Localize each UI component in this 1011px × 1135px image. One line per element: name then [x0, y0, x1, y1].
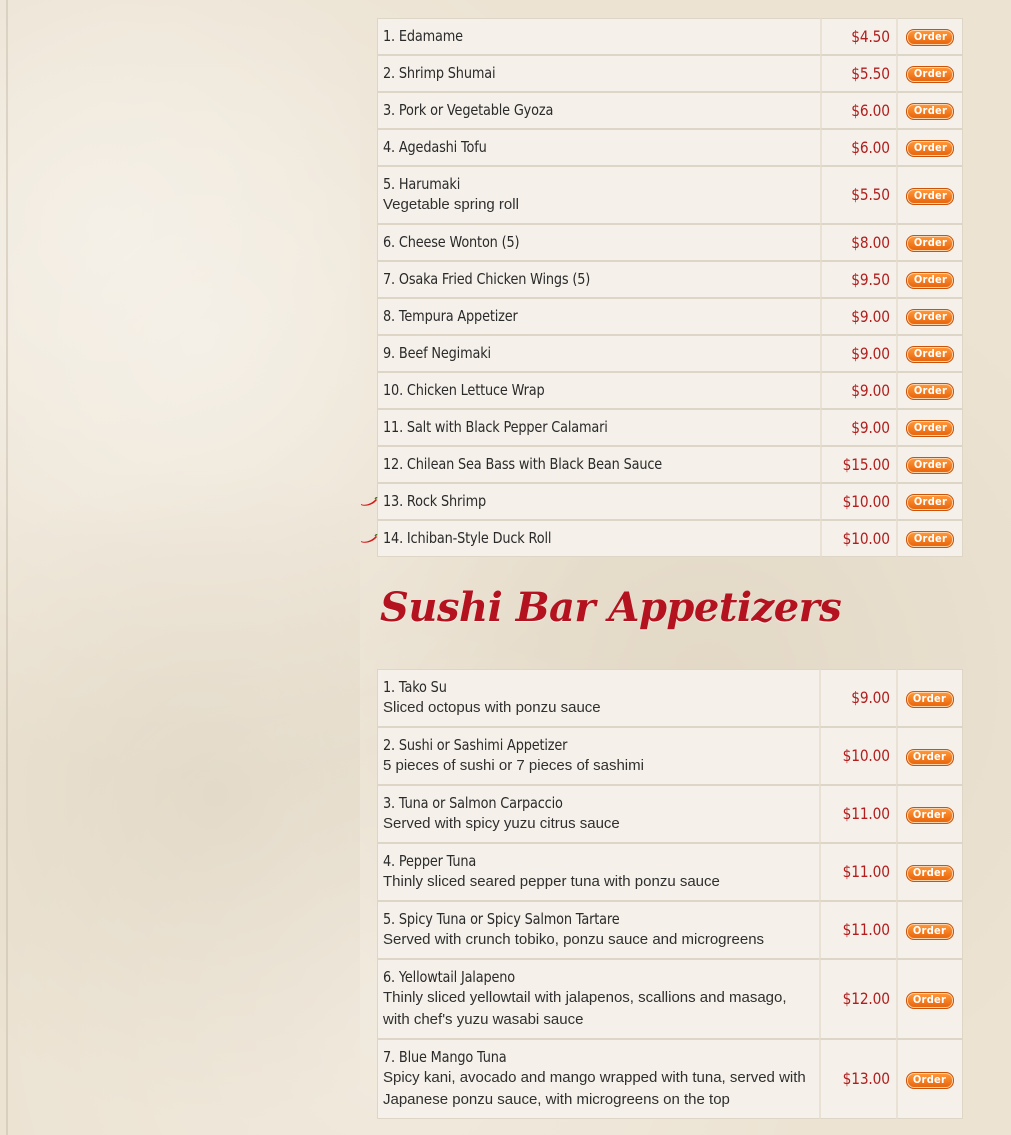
- menu-item-price-cell: [819, 843, 896, 901]
- order-button[interactable]: [906, 188, 954, 205]
- order-button-label: Order: [913, 104, 947, 117]
- menu-item-name-cell: [377, 409, 820, 446]
- order-button[interactable]: [906, 103, 954, 120]
- menu-item-name-cell: [377, 959, 819, 1039]
- menu-item-price-cell: [820, 224, 896, 261]
- menu-item-name: 11. Salt with Black Pepper Calamari: [383, 418, 608, 436]
- menu-item-price: $9.00: [851, 688, 890, 707]
- order-button-label: Order: [913, 421, 947, 434]
- menu-item-price-cell: [820, 129, 896, 166]
- menu-item-row: [377, 409, 963, 446]
- menu-item-name: 8. Tempura Appetizer: [383, 307, 518, 325]
- order-button[interactable]: [906, 923, 954, 940]
- menu-item-row: [377, 372, 963, 409]
- menu-item-price: $9.00: [851, 380, 891, 400]
- order-button[interactable]: [906, 494, 954, 511]
- menu-item-description: Thinly sliced yellowtail with jalapenos, scallions and masago, with chef's yuzu wasabi sauce: [383, 989, 787, 1028]
- menu-item-row: [377, 298, 963, 335]
- order-button[interactable]: [906, 29, 954, 46]
- menu-item-order-cell: [896, 372, 963, 409]
- menu-item-order-cell: [896, 224, 963, 261]
- order-button[interactable]: [906, 992, 954, 1009]
- menu-item-price: $15.00: [842, 454, 891, 474]
- menu-item-name: 7. Blue Mango Tuna: [383, 1048, 507, 1066]
- menu-item-order-cell: [896, 298, 963, 335]
- menu-item-price-cell: [820, 261, 896, 298]
- menu-item-price: $10.00: [842, 746, 890, 765]
- menu-item-order-cell: [896, 520, 963, 557]
- menu-item-row: [377, 55, 963, 92]
- menu-item-name: 13. Rock Shrimp: [383, 492, 486, 510]
- order-button-label: Order: [913, 67, 947, 80]
- menu-item-description: Spicy kani, avocado and mango wrapped with tuna, served with Japanese ponzu sauce, with microgreens on the top: [383, 1069, 806, 1108]
- menu-item-row: [377, 92, 963, 129]
- menu-item-description: Thinly sliced seared pepper tuna with ponzu sauce: [383, 873, 720, 890]
- order-button[interactable]: [906, 531, 954, 548]
- menu-item-order-cell: [896, 129, 963, 166]
- order-button-label: Order: [913, 458, 947, 471]
- menu-item-order-cell: [896, 843, 963, 901]
- menu-item-name-cell: [377, 261, 820, 298]
- appetizers-table: [377, 18, 963, 557]
- menu-item-name-cell: [377, 18, 820, 55]
- menu-item-order-cell: [896, 335, 963, 372]
- order-button[interactable]: [906, 272, 954, 289]
- menu-item-name-cell: [377, 298, 820, 335]
- menu-item-name-cell: [377, 669, 819, 727]
- menu-item-name-cell: [377, 335, 820, 372]
- menu-item-price-cell: [820, 483, 896, 520]
- menu-item-name-cell: [377, 843, 819, 901]
- menu-item-price-cell: [820, 298, 896, 335]
- order-button[interactable]: [906, 235, 954, 252]
- menu-item-order-cell: [896, 785, 963, 843]
- order-button[interactable]: [906, 383, 954, 400]
- menu-item-price: $5.50: [851, 63, 891, 83]
- menu-item-price-cell: [820, 166, 896, 224]
- menu-item-name-cell: [377, 166, 820, 224]
- order-button[interactable]: [906, 807, 954, 824]
- order-button[interactable]: [906, 346, 954, 363]
- menu-item-name: 2. Sushi or Sashimi Appetizer: [383, 736, 568, 754]
- order-button-label: Order: [913, 495, 947, 508]
- menu-item-row: [377, 129, 963, 166]
- menu-item-name: 7. Osaka Fried Chicken Wings (5): [383, 270, 591, 288]
- menu-item-name: 5. Harumaki: [383, 175, 461, 193]
- menu-item-name-cell: [377, 55, 820, 92]
- menu-item-name: 14. Ichiban-Style Duck Roll: [383, 529, 552, 547]
- menu-item-price: $11.00: [842, 862, 890, 881]
- order-button-label: Order: [913, 865, 947, 879]
- menu-item-price-cell: [820, 446, 896, 483]
- menu-item-price-cell: [820, 92, 896, 129]
- menu-item-price-cell: [819, 959, 896, 1039]
- menu-item-name-cell: [377, 129, 820, 166]
- order-button-label: Order: [913, 30, 947, 43]
- menu-item-order-cell: [896, 669, 963, 727]
- order-button-label: Order: [913, 236, 947, 249]
- order-button-label: Order: [913, 347, 947, 360]
- menu-item-row: [377, 785, 963, 843]
- menu-item-order-cell: [896, 727, 963, 785]
- order-button-label: Order: [913, 992, 947, 1006]
- menu-item-price: $13.00: [842, 1069, 890, 1088]
- menu-item-price-cell: [820, 18, 896, 55]
- menu-item-price-cell: [820, 409, 896, 446]
- menu-item-row: [377, 669, 963, 727]
- order-button[interactable]: [906, 865, 954, 882]
- menu-item-name: 12. Chilean Sea Bass with Black Bean Sauce: [383, 455, 663, 473]
- menu-item-name-cell: [377, 1039, 819, 1119]
- menu-item-price-cell: [820, 372, 896, 409]
- chili-pepper-icon: [360, 531, 378, 541]
- menu-item-name-cell: [377, 224, 820, 261]
- menu-item-price: $12.00: [842, 989, 890, 1008]
- menu-item-row: [377, 483, 963, 520]
- menu-item-name: 9. Beef Negimaki: [383, 344, 491, 362]
- menu-item-name: 1. Edamame: [383, 27, 463, 45]
- menu-item-price: $8.00: [851, 232, 891, 252]
- menu-item-price: $10.00: [842, 491, 891, 511]
- menu-item-name: 2. Shrimp Shumai: [383, 64, 496, 82]
- menu-item-price: $11.00: [842, 804, 890, 823]
- sushi-bar-appetizers-table: [377, 669, 963, 1119]
- menu-item-name-cell: [377, 727, 819, 785]
- menu-item-price-cell: [820, 520, 896, 557]
- menu-item-order-cell: [896, 901, 963, 959]
- menu-item-name-cell: [377, 372, 820, 409]
- menu-item-row: [377, 901, 963, 959]
- menu-item-row: [377, 166, 963, 224]
- menu-item-price: $9.50: [851, 269, 891, 289]
- menu-item-order-cell: [896, 166, 963, 224]
- menu-item-order-cell: [896, 55, 963, 92]
- menu-item-price-cell: [819, 1039, 896, 1119]
- menu-item-price: $4.50: [851, 26, 891, 46]
- order-button-label: Order: [913, 188, 947, 202]
- order-button-label: Order: [913, 310, 947, 323]
- order-button-label: Order: [913, 141, 947, 154]
- menu-item-order-cell: [896, 92, 963, 129]
- menu-item-name: 4. Agedashi Tofu: [383, 138, 487, 156]
- left-sidebar: [0, 0, 360, 1135]
- order-button-label: Order: [913, 384, 947, 397]
- menu-item-name: 1. Tako Su: [383, 678, 447, 696]
- menu-item-description: Sliced octopus with ponzu sauce: [383, 699, 601, 716]
- menu-item-name-cell: [377, 520, 820, 557]
- menu-item-order-cell: [896, 409, 963, 446]
- menu-item-order-cell: [896, 446, 963, 483]
- chili-pepper-icon: [360, 494, 378, 504]
- menu-item-name: 10. Chicken Lettuce Wrap: [383, 381, 545, 399]
- menu-item-price: $9.00: [851, 306, 891, 326]
- order-button[interactable]: [906, 749, 954, 766]
- menu-item-row: [377, 520, 963, 557]
- menu-item-name: 6. Yellowtail Jalapeno: [383, 968, 515, 986]
- order-button[interactable]: [906, 140, 954, 157]
- menu-item-order-cell: [896, 959, 963, 1039]
- order-button-label: Order: [913, 1072, 947, 1086]
- order-button-label: Order: [913, 749, 947, 763]
- order-button[interactable]: [906, 420, 954, 437]
- order-button-label: Order: [913, 807, 947, 821]
- menu-item-row: [377, 1039, 963, 1119]
- menu-item-price: $6.00: [851, 137, 891, 157]
- menu-item-name-cell: [377, 483, 820, 520]
- menu-item-price-cell: [820, 335, 896, 372]
- menu-item-row: [377, 261, 963, 298]
- menu-item-order-cell: [896, 1039, 963, 1119]
- menu-item-price-cell: [819, 785, 896, 843]
- menu-item-name-cell: [377, 785, 819, 843]
- menu-item-name: 3. Pork or Vegetable Gyoza: [383, 101, 554, 119]
- order-button[interactable]: [906, 66, 954, 83]
- menu-item-name-cell: [377, 446, 820, 483]
- order-button-label: Order: [913, 273, 947, 286]
- menu-item-name: 6. Cheese Wonton (5): [383, 233, 520, 251]
- menu-item-order-cell: [896, 483, 963, 520]
- menu-item-name: 5. Spicy Tuna or Spicy Salmon Tartare: [383, 910, 620, 928]
- menu-item-price: $11.00: [842, 920, 890, 939]
- menu-item-name: 3. Tuna or Salmon Carpaccio: [383, 794, 563, 812]
- menu-item-name-cell: [377, 92, 820, 129]
- menu-item-price-cell: [820, 55, 896, 92]
- order-button[interactable]: [906, 691, 954, 708]
- order-button[interactable]: [906, 1072, 954, 1089]
- menu-item-price-cell: [819, 669, 896, 727]
- menu-item-price: $6.00: [851, 100, 891, 120]
- menu-item-price-cell: [819, 727, 896, 785]
- order-button-label: Order: [913, 923, 947, 937]
- menu-item-price-cell: [819, 901, 896, 959]
- menu-item-description: 5 pieces of sushi or 7 pieces of sashimi: [383, 757, 644, 774]
- menu-item-description: Served with crunch tobiko, ponzu sauce and microgreens: [383, 931, 765, 948]
- section-title-sushi-bar-appetizers: Sushi Bar Appetizers: [380, 584, 842, 631]
- order-button-label: Order: [913, 691, 947, 705]
- menu-item-row: [377, 727, 963, 785]
- order-button[interactable]: [906, 457, 954, 474]
- menu-item-price: $9.00: [851, 343, 891, 363]
- menu-item-row: [377, 335, 963, 372]
- menu-item-name-cell: [377, 901, 819, 959]
- menu-item-price: $5.50: [851, 185, 891, 204]
- menu-item-order-cell: [896, 18, 963, 55]
- menu-item-row: [377, 224, 963, 261]
- menu-item-row: [377, 843, 963, 901]
- menu-item-price: $10.00: [842, 528, 891, 548]
- menu-item-description: Vegetable spring roll: [383, 196, 519, 213]
- menu-item-row: [377, 959, 963, 1039]
- order-button-label: Order: [913, 532, 947, 545]
- sidebar-divider: [6, 0, 8, 1135]
- order-button[interactable]: [906, 309, 954, 326]
- menu-item-row: [377, 446, 963, 483]
- menu-item-row: [377, 18, 963, 55]
- menu-item-name: 4. Pepper Tuna: [383, 852, 477, 870]
- menu-item-price: $9.00: [851, 417, 891, 437]
- menu-item-order-cell: [896, 261, 963, 298]
- menu-item-description: Served with spicy yuzu citrus sauce: [383, 815, 620, 832]
